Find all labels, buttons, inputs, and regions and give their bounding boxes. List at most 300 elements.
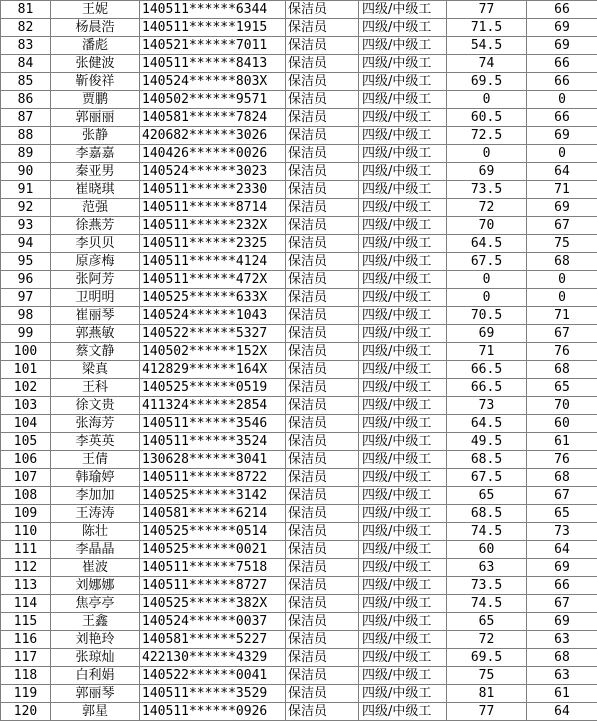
cell-number[interactable]: 84 bbox=[1, 55, 51, 73]
cell-skill-level[interactable]: 四级/中级工 bbox=[359, 685, 447, 703]
cell-skill-level[interactable]: 四级/中级工 bbox=[359, 703, 447, 721]
cell-number[interactable]: 93 bbox=[1, 217, 51, 235]
cell-score-2[interactable]: 0 bbox=[527, 271, 597, 289]
cell-score-1[interactable]: 60 bbox=[447, 541, 527, 559]
cell-number[interactable]: 107 bbox=[1, 469, 51, 487]
cell-id-number[interactable]: 420682******3026 bbox=[140, 127, 286, 145]
cell-name[interactable]: 李英英 bbox=[51, 433, 140, 451]
cell-id-number[interactable]: 422130******4329 bbox=[140, 649, 286, 667]
cell-job-title[interactable]: 保洁员 bbox=[286, 433, 359, 451]
cell-number[interactable]: 99 bbox=[1, 325, 51, 343]
cell-id-number[interactable]: 140524******3023 bbox=[140, 163, 286, 181]
cell-name[interactable]: 王妮 bbox=[51, 1, 140, 19]
cell-id-number[interactable]: 411324******2854 bbox=[140, 397, 286, 415]
table-row bbox=[1, 1, 597, 19]
cell-number[interactable]: 81 bbox=[1, 1, 51, 19]
cell-id-number[interactable]: 140522******5327 bbox=[140, 325, 286, 343]
cell-job-title[interactable]: 保洁员 bbox=[286, 703, 359, 721]
cell-number[interactable]: 105 bbox=[1, 433, 51, 451]
cell-number[interactable]: 104 bbox=[1, 415, 51, 433]
cell-id-number[interactable]: 140511******8413 bbox=[140, 55, 286, 73]
cell-number[interactable]: 95 bbox=[1, 253, 51, 271]
cell-score-2[interactable]: 0 bbox=[527, 145, 597, 163]
cell-score-2[interactable]: 63 bbox=[527, 631, 597, 649]
cell-skill-level[interactable]: 四级/中级工 bbox=[359, 487, 447, 505]
cell-number[interactable]: 115 bbox=[1, 613, 51, 631]
cell-skill-level[interactable]: 四级/中级工 bbox=[359, 289, 447, 307]
cell-id-number[interactable]: 140511******3546 bbox=[140, 415, 286, 433]
cell-score-1[interactable]: 64.5 bbox=[447, 415, 527, 433]
cell-name[interactable]: 崔晓琪 bbox=[51, 181, 140, 199]
cell-skill-level[interactable]: 四级/中级工 bbox=[359, 559, 447, 577]
cell-skill-level[interactable]: 四级/中级工 bbox=[359, 307, 447, 325]
cell-skill-level[interactable]: 四级/中级工 bbox=[359, 55, 447, 73]
cell-name[interactable]: 韩瑜婷 bbox=[51, 469, 140, 487]
cell-skill-level[interactable]: 四级/中级工 bbox=[359, 379, 447, 397]
cell-number[interactable]: 89 bbox=[1, 145, 51, 163]
cell-number[interactable]: 92 bbox=[1, 199, 51, 217]
cell-score-2[interactable]: 66 bbox=[527, 73, 597, 91]
cell-number[interactable]: 111 bbox=[1, 541, 51, 559]
cell-score-1[interactable]: 70.5 bbox=[447, 307, 527, 325]
cell-number[interactable]: 120 bbox=[1, 703, 51, 721]
cell-skill-level[interactable]: 四级/中级工 bbox=[359, 433, 447, 451]
cell-score-1[interactable]: 74.5 bbox=[447, 595, 527, 613]
cell-id-number[interactable]: 140525******382X bbox=[140, 595, 286, 613]
cell-name[interactable]: 靳俊祥 bbox=[51, 73, 140, 91]
cell-skill-level[interactable]: 四级/中级工 bbox=[359, 505, 447, 523]
cell-score-2[interactable]: 68 bbox=[527, 469, 597, 487]
table-row bbox=[1, 163, 597, 181]
cell-score-2[interactable]: 64 bbox=[527, 703, 597, 721]
cell-skill-level[interactable]: 四级/中级工 bbox=[359, 217, 447, 235]
cell-name[interactable]: 郭燕敏 bbox=[51, 325, 140, 343]
cell-job-title[interactable]: 保洁员 bbox=[286, 1, 359, 19]
cell-job-title[interactable]: 保洁员 bbox=[286, 631, 359, 649]
table-row bbox=[1, 703, 597, 721]
cell-score-1[interactable]: 63 bbox=[447, 559, 527, 577]
cell-score-2[interactable]: 60 bbox=[527, 415, 597, 433]
cell-score-1[interactable]: 70 bbox=[447, 217, 527, 235]
cell-score-2[interactable]: 69 bbox=[527, 559, 597, 577]
cell-job-title[interactable]: 保洁员 bbox=[286, 541, 359, 559]
table-row bbox=[1, 109, 597, 127]
cell-job-title[interactable]: 保洁员 bbox=[286, 271, 359, 289]
cell-score-2[interactable]: 66 bbox=[527, 1, 597, 19]
cell-number[interactable]: 96 bbox=[1, 271, 51, 289]
cell-job-title[interactable]: 保洁员 bbox=[286, 199, 359, 217]
cell-job-title[interactable]: 保洁员 bbox=[286, 397, 359, 415]
cell-number[interactable]: 100 bbox=[1, 343, 51, 361]
cell-score-1[interactable]: 77 bbox=[447, 1, 527, 19]
cell-number[interactable]: 103 bbox=[1, 397, 51, 415]
cell-number[interactable]: 88 bbox=[1, 127, 51, 145]
cell-name[interactable]: 王涛涛 bbox=[51, 505, 140, 523]
cell-number[interactable]: 116 bbox=[1, 631, 51, 649]
cell-id-number[interactable]: 140525******0021 bbox=[140, 541, 286, 559]
cell-score-1[interactable]: 72.5 bbox=[447, 127, 527, 145]
cell-id-number[interactable]: 140525******633X bbox=[140, 289, 286, 307]
cell-job-title[interactable]: 保洁员 bbox=[286, 667, 359, 685]
cell-score-2[interactable]: 61 bbox=[527, 433, 597, 451]
cell-score-2[interactable]: 63 bbox=[527, 667, 597, 685]
cell-id-number[interactable]: 140426******0026 bbox=[140, 145, 286, 163]
cell-skill-level[interactable]: 四级/中级工 bbox=[359, 109, 447, 127]
table-row bbox=[1, 667, 597, 685]
cell-name[interactable]: 郭丽丽 bbox=[51, 109, 140, 127]
cell-job-title[interactable]: 保洁员 bbox=[286, 307, 359, 325]
cell-number[interactable]: 102 bbox=[1, 379, 51, 397]
table-row bbox=[1, 181, 597, 199]
table-row bbox=[1, 253, 597, 271]
cell-score-1[interactable]: 65 bbox=[447, 487, 527, 505]
cell-score-1[interactable]: 75 bbox=[447, 667, 527, 685]
cell-skill-level[interactable]: 四级/中级工 bbox=[359, 613, 447, 631]
cell-job-title[interactable]: 保洁员 bbox=[286, 253, 359, 271]
cell-score-2[interactable]: 64 bbox=[527, 163, 597, 181]
cell-name[interactable]: 贾鹏 bbox=[51, 91, 140, 109]
cell-score-1[interactable]: 49.5 bbox=[447, 433, 527, 451]
cell-id-number[interactable]: 140511******8714 bbox=[140, 199, 286, 217]
cell-score-1[interactable]: 65 bbox=[447, 613, 527, 631]
cell-number[interactable]: 109 bbox=[1, 505, 51, 523]
cell-score-1[interactable]: 69 bbox=[447, 325, 527, 343]
cell-score-1[interactable]: 73.5 bbox=[447, 577, 527, 595]
cell-score-2[interactable]: 65 bbox=[527, 505, 597, 523]
cell-number[interactable]: 86 bbox=[1, 91, 51, 109]
cell-skill-level[interactable]: 四级/中级工 bbox=[359, 145, 447, 163]
cell-job-title[interactable]: 保洁员 bbox=[286, 163, 359, 181]
cell-id-number[interactable]: 140511******6344 bbox=[140, 1, 286, 19]
cell-job-title[interactable]: 保洁员 bbox=[286, 181, 359, 199]
cell-score-2[interactable]: 68 bbox=[527, 361, 597, 379]
cell-name[interactable]: 郭星 bbox=[51, 703, 140, 721]
table-row bbox=[1, 217, 597, 235]
cell-score-1[interactable]: 74.5 bbox=[447, 523, 527, 541]
cell-skill-level[interactable]: 四级/中级工 bbox=[359, 253, 447, 271]
cell-score-2[interactable]: 65 bbox=[527, 379, 597, 397]
table-row bbox=[1, 307, 597, 325]
cell-score-1[interactable]: 54.5 bbox=[447, 37, 527, 55]
cell-name[interactable]: 徐燕芳 bbox=[51, 217, 140, 235]
cell-score-1[interactable]: 66.5 bbox=[447, 361, 527, 379]
cell-job-title[interactable]: 保洁员 bbox=[286, 523, 359, 541]
cell-skill-level[interactable]: 四级/中级工 bbox=[359, 127, 447, 145]
cell-skill-level[interactable]: 四级/中级工 bbox=[359, 199, 447, 217]
cell-id-number[interactable]: 140511******3529 bbox=[140, 685, 286, 703]
cell-score-2[interactable]: 76 bbox=[527, 343, 597, 361]
cell-skill-level[interactable]: 四级/中级工 bbox=[359, 1, 447, 19]
cell-score-2[interactable]: 69 bbox=[527, 127, 597, 145]
cell-skill-level[interactable]: 四级/中级工 bbox=[359, 181, 447, 199]
cell-name[interactable]: 杨晨浩 bbox=[51, 19, 140, 37]
cell-job-title[interactable]: 保洁员 bbox=[286, 145, 359, 163]
cell-name[interactable]: 原彦梅 bbox=[51, 253, 140, 271]
cell-score-1[interactable]: 66.5 bbox=[447, 379, 527, 397]
cell-score-1[interactable]: 69.5 bbox=[447, 649, 527, 667]
cell-score-2[interactable]: 66 bbox=[527, 55, 597, 73]
cell-job-title[interactable]: 保洁员 bbox=[286, 415, 359, 433]
cell-name[interactable]: 王倩 bbox=[51, 451, 140, 469]
cell-name[interactable]: 潘彪 bbox=[51, 37, 140, 55]
cell-name[interactable]: 李加加 bbox=[51, 487, 140, 505]
cell-id-number[interactable]: 140521******7011 bbox=[140, 37, 286, 55]
table-row bbox=[1, 343, 597, 361]
cell-score-2[interactable]: 67 bbox=[527, 325, 597, 343]
cell-score-2[interactable]: 67 bbox=[527, 595, 597, 613]
cell-score-1[interactable]: 74 bbox=[447, 55, 527, 73]
cell-score-1[interactable]: 67.5 bbox=[447, 469, 527, 487]
cell-score-2[interactable]: 69 bbox=[527, 613, 597, 631]
cell-score-2[interactable]: 66 bbox=[527, 109, 597, 127]
cell-job-title[interactable]: 保洁员 bbox=[286, 55, 359, 73]
cell-score-1[interactable]: 71 bbox=[447, 343, 527, 361]
cell-score-2[interactable]: 75 bbox=[527, 235, 597, 253]
cell-id-number[interactable]: 140511******4124 bbox=[140, 253, 286, 271]
cell-number[interactable]: 91 bbox=[1, 181, 51, 199]
cell-score-1[interactable]: 73.5 bbox=[447, 181, 527, 199]
cell-number[interactable]: 90 bbox=[1, 163, 51, 181]
cell-name[interactable]: 秦亚男 bbox=[51, 163, 140, 181]
table-row bbox=[1, 685, 597, 703]
cell-number[interactable]: 106 bbox=[1, 451, 51, 469]
cell-score-2[interactable]: 73 bbox=[527, 523, 597, 541]
cell-score-1[interactable]: 68.5 bbox=[447, 505, 527, 523]
cell-score-1[interactable]: 73 bbox=[447, 397, 527, 415]
cell-score-1[interactable]: 72 bbox=[447, 199, 527, 217]
cell-id-number[interactable]: 140511******0926 bbox=[140, 703, 286, 721]
cell-skill-level[interactable]: 四级/中级工 bbox=[359, 163, 447, 181]
cell-number[interactable]: 113 bbox=[1, 577, 51, 595]
cell-skill-level[interactable]: 四级/中级工 bbox=[359, 343, 447, 361]
cell-number[interactable]: 101 bbox=[1, 361, 51, 379]
cell-number[interactable]: 82 bbox=[1, 19, 51, 37]
cell-score-1[interactable]: 64.5 bbox=[447, 235, 527, 253]
table-row bbox=[1, 433, 597, 451]
cell-id-number[interactable]: 140511******2330 bbox=[140, 181, 286, 199]
cell-job-title[interactable]: 保洁员 bbox=[286, 379, 359, 397]
cell-skill-level[interactable]: 四级/中级工 bbox=[359, 649, 447, 667]
cell-name[interactable]: 范强 bbox=[51, 199, 140, 217]
cell-job-title[interactable]: 保洁员 bbox=[286, 487, 359, 505]
cell-name[interactable]: 郭丽琴 bbox=[51, 685, 140, 703]
cell-job-title[interactable]: 保洁员 bbox=[286, 685, 359, 703]
cell-skill-level[interactable]: 四级/中级工 bbox=[359, 325, 447, 343]
cell-name[interactable]: 张海芳 bbox=[51, 415, 140, 433]
cell-score-2[interactable]: 76 bbox=[527, 451, 597, 469]
cell-score-1[interactable]: 77 bbox=[447, 703, 527, 721]
cell-job-title[interactable]: 保洁员 bbox=[286, 325, 359, 343]
cell-id-number[interactable]: 140525******0519 bbox=[140, 379, 286, 397]
cell-job-title[interactable]: 保洁员 bbox=[286, 505, 359, 523]
cell-score-2[interactable]: 69 bbox=[527, 37, 597, 55]
cell-id-number[interactable]: 140511******7518 bbox=[140, 559, 286, 577]
cell-score-1[interactable]: 67.5 bbox=[447, 253, 527, 271]
cell-name[interactable]: 李晶晶 bbox=[51, 541, 140, 559]
cell-name[interactable]: 张阿芳 bbox=[51, 271, 140, 289]
cell-score-1[interactable]: 0 bbox=[447, 271, 527, 289]
cell-name[interactable]: 徐文贵 bbox=[51, 397, 140, 415]
table-row bbox=[1, 613, 597, 631]
cell-job-title[interactable]: 保洁员 bbox=[286, 73, 359, 91]
cell-score-2[interactable]: 67 bbox=[527, 217, 597, 235]
cell-number[interactable]: 119 bbox=[1, 685, 51, 703]
cell-skill-level[interactable]: 四级/中级工 bbox=[359, 469, 447, 487]
cell-score-2[interactable]: 61 bbox=[527, 685, 597, 703]
cell-id-number[interactable]: 140511******472X bbox=[140, 271, 286, 289]
cell-name[interactable]: 刘娜娜 bbox=[51, 577, 140, 595]
cell-id-number[interactable]: 140525******3142 bbox=[140, 487, 286, 505]
cell-score-2[interactable]: 71 bbox=[527, 181, 597, 199]
cell-job-title[interactable]: 保洁员 bbox=[286, 91, 359, 109]
cell-id-number[interactable]: 140502******152X bbox=[140, 343, 286, 361]
cell-number[interactable]: 114 bbox=[1, 595, 51, 613]
cell-score-1[interactable]: 72 bbox=[447, 631, 527, 649]
cell-score-2[interactable]: 71 bbox=[527, 307, 597, 325]
cell-score-1[interactable]: 68.5 bbox=[447, 451, 527, 469]
cell-id-number[interactable]: 130628******3041 bbox=[140, 451, 286, 469]
cell-id-number[interactable]: 140525******0514 bbox=[140, 523, 286, 541]
cell-name[interactable]: 蔡文静 bbox=[51, 343, 140, 361]
cell-skill-level[interactable]: 四级/中级工 bbox=[359, 415, 447, 433]
cell-id-number[interactable]: 140581******7824 bbox=[140, 109, 286, 127]
cell-name[interactable]: 王科 bbox=[51, 379, 140, 397]
cell-number[interactable]: 118 bbox=[1, 667, 51, 685]
cell-skill-level[interactable]: 四级/中级工 bbox=[359, 37, 447, 55]
table-row bbox=[1, 325, 597, 343]
cell-job-title[interactable]: 保洁员 bbox=[286, 649, 359, 667]
cell-id-number[interactable]: 140511******8722 bbox=[140, 469, 286, 487]
cell-score-2[interactable]: 68 bbox=[527, 253, 597, 271]
cell-job-title[interactable]: 保洁员 bbox=[286, 37, 359, 55]
cell-job-title[interactable]: 保洁员 bbox=[286, 343, 359, 361]
cell-job-title[interactable]: 保洁员 bbox=[286, 217, 359, 235]
cell-score-2[interactable]: 68 bbox=[527, 649, 597, 667]
cell-job-title[interactable]: 保洁员 bbox=[286, 451, 359, 469]
cell-skill-level[interactable]: 四级/中级工 bbox=[359, 577, 447, 595]
cell-skill-level[interactable]: 四级/中级工 bbox=[359, 91, 447, 109]
cell-job-title[interactable]: 保洁员 bbox=[286, 127, 359, 145]
cell-name[interactable]: 张静 bbox=[51, 127, 140, 145]
cell-skill-level[interactable]: 四级/中级工 bbox=[359, 271, 447, 289]
cell-id-number[interactable]: 140511******232X bbox=[140, 217, 286, 235]
cell-job-title[interactable]: 保洁员 bbox=[286, 577, 359, 595]
cell-score-2[interactable]: 66 bbox=[527, 577, 597, 595]
cell-name[interactable]: 卫明明 bbox=[51, 289, 140, 307]
cell-id-number[interactable]: 140524******0037 bbox=[140, 613, 286, 631]
cell-job-title[interactable]: 保洁员 bbox=[286, 613, 359, 631]
cell-number[interactable]: 94 bbox=[1, 235, 51, 253]
cell-score-1[interactable]: 60.5 bbox=[447, 109, 527, 127]
cell-name[interactable]: 白利娟 bbox=[51, 667, 140, 685]
cell-id-number[interactable]: 140524******803X bbox=[140, 73, 286, 91]
cell-score-1[interactable]: 69 bbox=[447, 163, 527, 181]
cell-score-2[interactable]: 0 bbox=[527, 91, 597, 109]
cell-name[interactable]: 王鑫 bbox=[51, 613, 140, 631]
table-row bbox=[1, 505, 597, 523]
cell-skill-level[interactable]: 四级/中级工 bbox=[359, 541, 447, 559]
cell-number[interactable]: 97 bbox=[1, 289, 51, 307]
cell-skill-level[interactable]: 四级/中级工 bbox=[359, 361, 447, 379]
table-row bbox=[1, 361, 597, 379]
cell-skill-level[interactable]: 四级/中级工 bbox=[359, 235, 447, 253]
cell-score-1[interactable]: 0 bbox=[447, 91, 527, 109]
cell-number[interactable]: 112 bbox=[1, 559, 51, 577]
table-row bbox=[1, 55, 597, 73]
cell-skill-level[interactable]: 四级/中级工 bbox=[359, 19, 447, 37]
cell-skill-level[interactable]: 四级/中级工 bbox=[359, 631, 447, 649]
cell-job-title[interactable]: 保洁员 bbox=[286, 469, 359, 487]
cell-job-title[interactable]: 保洁员 bbox=[286, 289, 359, 307]
cell-id-number[interactable]: 140511******2325 bbox=[140, 235, 286, 253]
cell-number[interactable]: 85 bbox=[1, 73, 51, 91]
cell-job-title[interactable]: 保洁员 bbox=[286, 559, 359, 577]
cell-skill-level[interactable]: 四级/中级工 bbox=[359, 73, 447, 91]
cell-job-title[interactable]: 保洁员 bbox=[286, 109, 359, 127]
cell-skill-level[interactable]: 四级/中级工 bbox=[359, 523, 447, 541]
cell-number[interactable]: 110 bbox=[1, 523, 51, 541]
table-row bbox=[1, 559, 597, 577]
cell-number[interactable]: 87 bbox=[1, 109, 51, 127]
cell-id-number[interactable]: 140581******5227 bbox=[140, 631, 286, 649]
cell-number[interactable]: 117 bbox=[1, 649, 51, 667]
cell-id-number[interactable]: 140581******6214 bbox=[140, 505, 286, 523]
cell-score-1[interactable]: 81 bbox=[447, 685, 527, 703]
cell-name[interactable]: 梁真 bbox=[51, 361, 140, 379]
cell-job-title[interactable]: 保洁员 bbox=[286, 235, 359, 253]
cell-name[interactable]: 李嘉嘉 bbox=[51, 145, 140, 163]
cell-id-number[interactable]: 140502******9571 bbox=[140, 91, 286, 109]
cell-score-2[interactable]: 69 bbox=[527, 199, 597, 217]
cell-id-number[interactable]: 140511******3524 bbox=[140, 433, 286, 451]
cell-job-title[interactable]: 保洁员 bbox=[286, 595, 359, 613]
cell-number[interactable]: 83 bbox=[1, 37, 51, 55]
cell-number[interactable]: 108 bbox=[1, 487, 51, 505]
cell-number[interactable]: 98 bbox=[1, 307, 51, 325]
table-row bbox=[1, 289, 597, 307]
cell-score-1[interactable]: 0 bbox=[447, 289, 527, 307]
cell-job-title[interactable]: 保洁员 bbox=[286, 361, 359, 379]
cell-score-1[interactable]: 0 bbox=[447, 145, 527, 163]
cell-id-number[interactable]: 412829******164X bbox=[140, 361, 286, 379]
cell-name[interactable]: 张健波 bbox=[51, 55, 140, 73]
cell-id-number[interactable]: 140511******1915 bbox=[140, 19, 286, 37]
cell-score-1[interactable]: 69.5 bbox=[447, 73, 527, 91]
cell-name[interactable]: 刘艳玲 bbox=[51, 631, 140, 649]
table-row bbox=[1, 271, 597, 289]
cell-name[interactable]: 焦亭亭 bbox=[51, 595, 140, 613]
cell-skill-level[interactable]: 四级/中级工 bbox=[359, 451, 447, 469]
cell-name[interactable]: 张琼灿 bbox=[51, 649, 140, 667]
cell-name[interactable]: 崔丽琴 bbox=[51, 307, 140, 325]
cell-name[interactable]: 崔波 bbox=[51, 559, 140, 577]
cell-score-2[interactable]: 69 bbox=[527, 19, 597, 37]
cell-id-number[interactable]: 140511******8727 bbox=[140, 577, 286, 595]
cell-score-2[interactable]: 70 bbox=[527, 397, 597, 415]
cell-name[interactable]: 陈壮 bbox=[51, 523, 140, 541]
cell-score-2[interactable]: 67 bbox=[527, 487, 597, 505]
cell-id-number[interactable]: 140522******0041 bbox=[140, 667, 286, 685]
cell-skill-level[interactable]: 四级/中级工 bbox=[359, 667, 447, 685]
cell-skill-level[interactable]: 四级/中级工 bbox=[359, 397, 447, 415]
cell-job-title[interactable]: 保洁员 bbox=[286, 19, 359, 37]
cell-score-2[interactable]: 0 bbox=[527, 289, 597, 307]
cell-skill-level[interactable]: 四级/中级工 bbox=[359, 595, 447, 613]
cell-score-2[interactable]: 64 bbox=[527, 541, 597, 559]
cell-score-1[interactable]: 71.5 bbox=[447, 19, 527, 37]
cell-name[interactable]: 李贝贝 bbox=[51, 235, 140, 253]
cell-id-number[interactable]: 140524******1043 bbox=[140, 307, 286, 325]
